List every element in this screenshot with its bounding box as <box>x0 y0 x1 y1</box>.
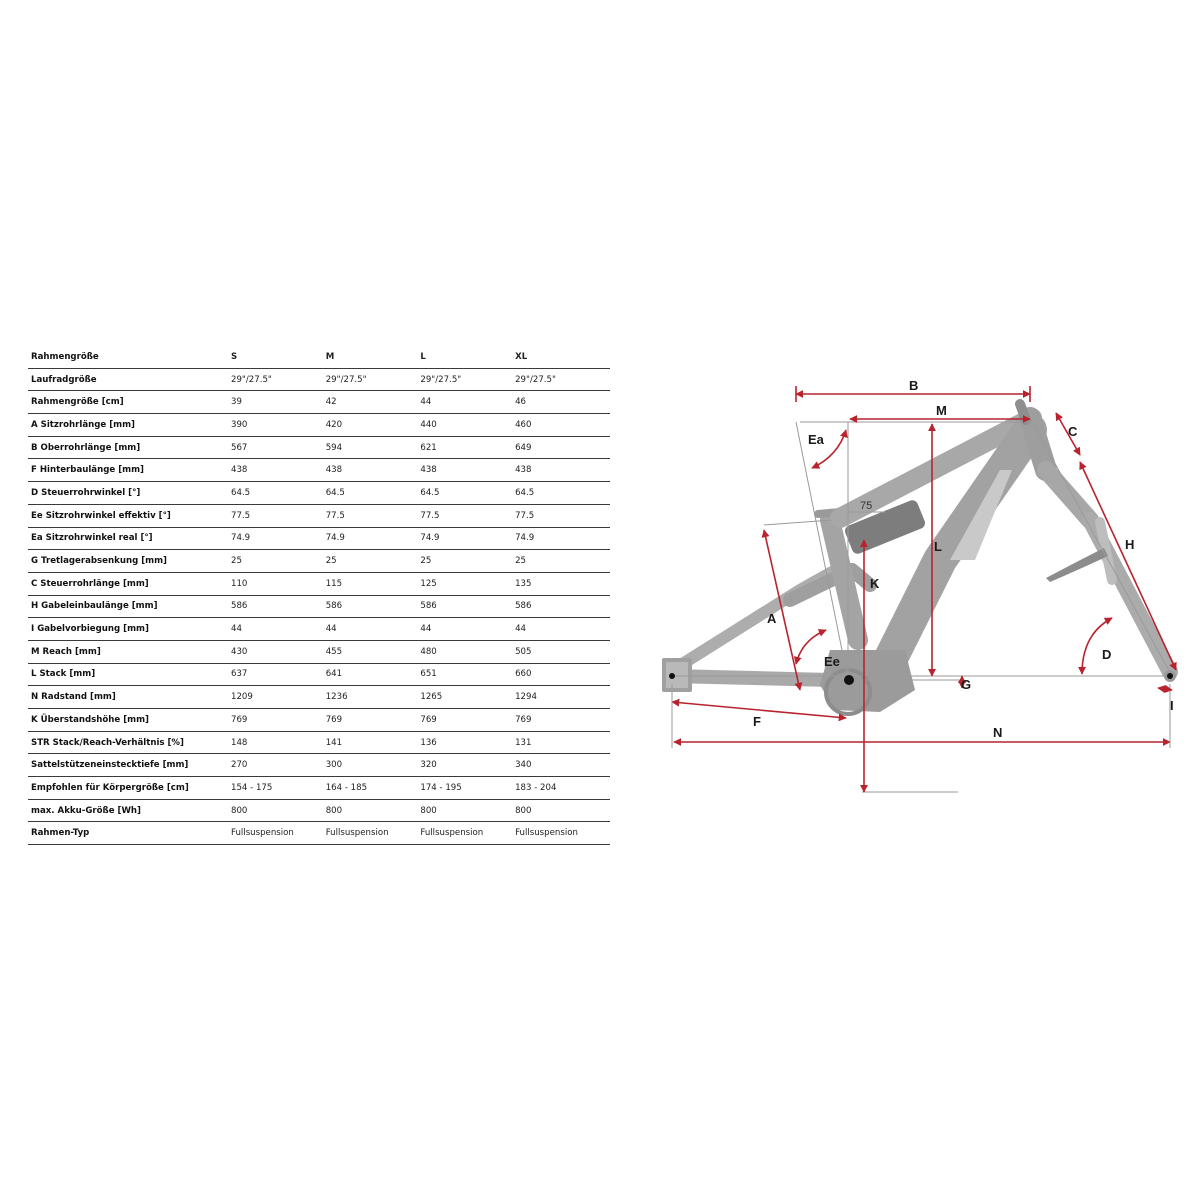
cell-size-s: Fullsuspension <box>231 822 326 845</box>
header-size-xl: XL <box>515 346 610 368</box>
row-label: H Gabeleinbaulänge [mm] <box>28 595 231 618</box>
cell-size-m: 420 <box>326 414 421 437</box>
label-h: H <box>1125 537 1135 552</box>
dim-h <box>1080 462 1176 670</box>
label-ea: Ea <box>808 432 824 447</box>
cell-size-l: 77.5 <box>420 504 515 527</box>
label-c: C <box>1068 424 1078 439</box>
row-label: Sattelstützeneinstecktiefe [mm] <box>28 754 231 777</box>
front-fender <box>1046 548 1108 582</box>
row-label: A Sitzrohrlänge [mm] <box>28 414 231 437</box>
label-b: B <box>909 378 919 393</box>
cell-size-s: 148 <box>231 731 326 754</box>
cell-size-s: 430 <box>231 640 326 663</box>
row-label: Rahmengröße [cm] <box>28 391 231 414</box>
chainstay <box>672 676 830 680</box>
angle-d-arc <box>1082 618 1112 674</box>
row-label: D Steuerrohrwinkel [°] <box>28 482 231 505</box>
rear-dropout <box>664 660 690 690</box>
label-n: N <box>993 725 1003 740</box>
cell-size-xl: 25 <box>515 550 610 573</box>
row-label: N Radstand [mm] <box>28 686 231 709</box>
cell-size-m: 800 <box>326 799 421 822</box>
cell-size-l: 586 <box>420 595 515 618</box>
cell-size-xl: 660 <box>515 663 610 686</box>
row-label: I Gabelvorbiegung [mm] <box>28 618 231 641</box>
cell-size-m: 641 <box>326 663 421 686</box>
cell-size-s: 44 <box>231 618 326 641</box>
cell-size-l: 651 <box>420 663 515 686</box>
cell-size-m: 164 - 185 <box>326 777 421 800</box>
cell-size-l: 44 <box>420 618 515 641</box>
cell-size-l: 74.9 <box>420 527 515 550</box>
cell-size-m: 115 <box>326 572 421 595</box>
cell-size-s: 77.5 <box>231 504 326 527</box>
cell-size-m: 44 <box>326 618 421 641</box>
cell-size-s: 154 - 175 <box>231 777 326 800</box>
cell-size-m: 594 <box>326 436 421 459</box>
front-axle-point <box>1167 673 1173 679</box>
cell-size-xl: 649 <box>515 436 610 459</box>
header-label: Rahmengröße <box>28 346 231 368</box>
cell-size-xl: 340 <box>515 754 610 777</box>
row-label: C Steuerrohrlänge [mm] <box>28 572 231 595</box>
cell-size-l: 64.5 <box>420 482 515 505</box>
cell-size-s: 29"/27.5" <box>231 368 326 391</box>
cell-size-m: 74.9 <box>326 527 421 550</box>
cell-size-l: 800 <box>420 799 515 822</box>
cell-size-s: 110 <box>231 572 326 595</box>
cell-size-l: 769 <box>420 709 515 732</box>
cell-size-m: 300 <box>326 754 421 777</box>
row-label: Ea Sitzrohrwinkel real [°] <box>28 527 231 550</box>
row-label: G Tretlagerabsenkung [mm] <box>28 550 231 573</box>
cell-size-l: 621 <box>420 436 515 459</box>
cell-size-s: 438 <box>231 459 326 482</box>
steering-axis <box>1030 418 1172 676</box>
row-label: K Überstandshöhe [mm] <box>28 709 231 732</box>
cell-size-m: 455 <box>326 640 421 663</box>
cell-size-m: 77.5 <box>326 504 421 527</box>
row-label: Rahmen-Typ <box>28 822 231 845</box>
cell-size-xl: Fullsuspension <box>515 822 610 845</box>
label-a: A <box>767 611 777 626</box>
cell-size-m: 141 <box>326 731 421 754</box>
cell-size-s: 270 <box>231 754 326 777</box>
cell-size-l: 125 <box>420 572 515 595</box>
cell-size-s: 39 <box>231 391 326 414</box>
cell-size-xl: 460 <box>515 414 610 437</box>
label-ee: Ee <box>824 654 840 669</box>
cell-size-s: 74.9 <box>231 527 326 550</box>
cell-size-m: 25 <box>326 550 421 573</box>
bike-frame-silhouette <box>664 404 1176 714</box>
cell-size-xl: 800 <box>515 799 610 822</box>
cell-size-s: 800 <box>231 799 326 822</box>
cell-size-xl: 135 <box>515 572 610 595</box>
label-d: D <box>1102 647 1112 662</box>
label-seat-offset: 75 <box>860 500 873 512</box>
cell-size-l: 320 <box>420 754 515 777</box>
row-label: M Reach [mm] <box>28 640 231 663</box>
cell-size-xl: 438 <box>515 459 610 482</box>
cell-size-xl: 586 <box>515 595 610 618</box>
cell-size-xl: 64.5 <box>515 482 610 505</box>
cell-size-s: 64.5 <box>231 482 326 505</box>
label-m: M <box>936 403 947 418</box>
cell-size-xl: 46 <box>515 391 610 414</box>
fork-crown <box>1046 470 1090 520</box>
cell-size-l: 480 <box>420 640 515 663</box>
cell-size-m: 42 <box>326 391 421 414</box>
row-label: L Stack [mm] <box>28 663 231 686</box>
cell-size-m: 769 <box>326 709 421 732</box>
label-k: K <box>870 576 880 591</box>
cell-size-l: 136 <box>420 731 515 754</box>
label-f: F <box>753 714 761 729</box>
header-size-m: M <box>326 346 421 368</box>
cell-size-s: 1209 <box>231 686 326 709</box>
bottom-bracket-point <box>844 675 854 685</box>
cell-size-xl: 769 <box>515 709 610 732</box>
cell-size-l: 440 <box>420 414 515 437</box>
cell-size-l: 174 - 195 <box>420 777 515 800</box>
label-i: I <box>1170 698 1174 713</box>
cell-size-s: 637 <box>231 663 326 686</box>
cell-size-l: 438 <box>420 459 515 482</box>
seatpost-stub <box>1020 404 1026 420</box>
row-label: max. Akku-Größe [Wh] <box>28 799 231 822</box>
cell-size-m: 1236 <box>326 686 421 709</box>
cell-size-l: Fullsuspension <box>420 822 515 845</box>
cell-size-xl: 74.9 <box>515 527 610 550</box>
cell-size-m: 438 <box>326 459 421 482</box>
cell-size-xl: 1294 <box>515 686 610 709</box>
cell-size-m: 586 <box>326 595 421 618</box>
cell-size-xl: 183 - 204 <box>515 777 610 800</box>
row-label: Empfohlen für Körpergröße [cm] <box>28 777 231 800</box>
cell-size-xl: 29"/27.5" <box>515 368 610 391</box>
cell-size-s: 25 <box>231 550 326 573</box>
cell-size-xl: 505 <box>515 640 610 663</box>
row-label: Ee Sitzrohrwinkel effektiv [°] <box>28 504 231 527</box>
cell-size-l: 25 <box>420 550 515 573</box>
cell-size-s: 769 <box>231 709 326 732</box>
label-l: L <box>934 539 942 554</box>
cell-size-s: 567 <box>231 436 326 459</box>
label-g: G <box>961 677 972 692</box>
row-label: F Hinterbaulänge [mm] <box>28 459 231 482</box>
row-label: B Oberrohrlänge [mm] <box>28 436 231 459</box>
header-size-s: S <box>231 346 326 368</box>
cell-size-m: 29"/27.5" <box>326 368 421 391</box>
rear-axle-point <box>669 673 675 679</box>
cell-size-l: 29"/27.5" <box>420 368 515 391</box>
cell-size-xl: 44 <box>515 618 610 641</box>
cell-size-xl: 131 <box>515 731 610 754</box>
cell-size-xl: 77.5 <box>515 504 610 527</box>
row-label: Laufradgröße <box>28 368 231 391</box>
cell-size-s: 586 <box>231 595 326 618</box>
row-label: STR Stack/Reach-Verhältnis [%] <box>28 731 231 754</box>
cell-size-l: 1265 <box>420 686 515 709</box>
header-size-l: L <box>420 346 515 368</box>
cell-size-l: 44 <box>420 391 515 414</box>
cell-size-s: 390 <box>231 414 326 437</box>
cell-size-m: Fullsuspension <box>326 822 421 845</box>
cell-size-m: 64.5 <box>326 482 421 505</box>
angle-ee-arc <box>796 630 826 664</box>
